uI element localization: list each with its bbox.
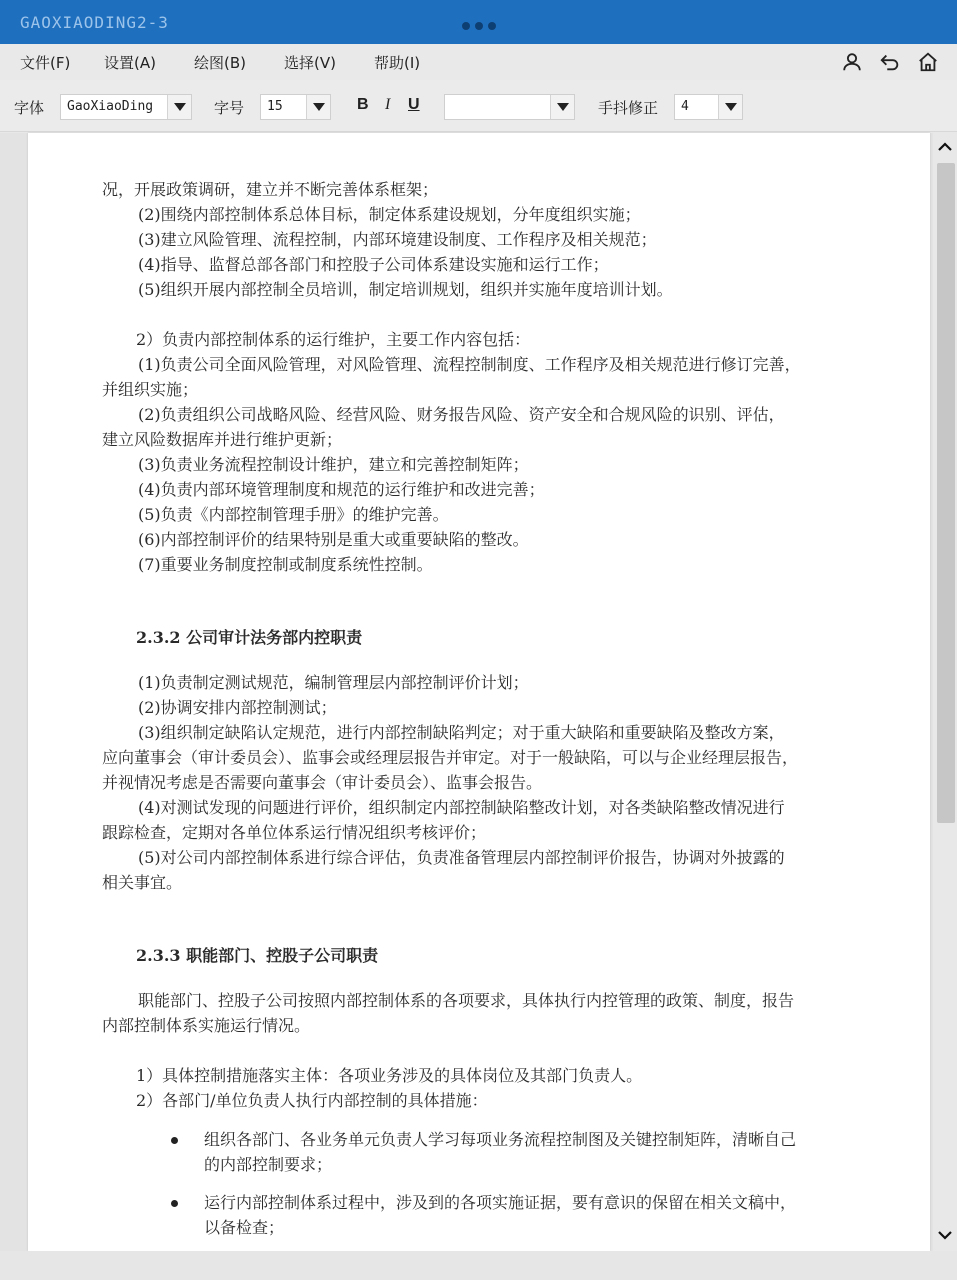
home-icon[interactable] xyxy=(917,51,939,73)
doc-line: (2)围绕内部控制体系总体目标，制定体系建设规划，分年度组织实施； xyxy=(138,205,641,224)
user-icon[interactable] xyxy=(841,51,863,73)
undo-icon[interactable] xyxy=(879,51,901,73)
doc-line: 跟踪检查，定期对各单位体系运行情况组织考核评价； xyxy=(102,823,487,842)
scroll-down-icon[interactable] xyxy=(937,1227,953,1243)
doc-line: 2）负责内部控制体系的运行维护，主要工作内容包括： xyxy=(136,330,531,349)
doc-line: 运行内部控制体系过程中，涉及到的各项实施证据，要有意识的保留在相关文稿中， xyxy=(204,1193,797,1212)
doc-line: 内部控制体系实施运行情况。 xyxy=(102,1016,311,1035)
size-select-value: 15 xyxy=(267,99,283,114)
menu-settings[interactable]: 设置(A) xyxy=(104,54,156,72)
doc-line: 建立风险数据库并进行维护更新； xyxy=(102,430,343,449)
doc-line: (7)重要业务制度控制或制度系统性控制。 xyxy=(138,555,433,574)
menu-help[interactable]: 帮助(I) xyxy=(374,54,421,72)
window-title: GAOXIAODING2-3 xyxy=(20,13,169,32)
doc-line: (1)负责制定测试规范，编制管理层内部控制评价计划； xyxy=(138,673,529,692)
italic-button[interactable]: I xyxy=(385,96,391,113)
font-label: 字体 xyxy=(14,99,45,117)
font-dropdown-icon[interactable] xyxy=(167,95,191,119)
more-options-icon[interactable] xyxy=(462,12,496,30)
bullet-icon xyxy=(171,1200,178,1207)
font-select[interactable] xyxy=(60,94,192,120)
menu-select[interactable]: 选择(V) xyxy=(284,54,336,72)
underline-button[interactable]: U xyxy=(408,96,420,113)
doc-line: (2)协调安排内部控制测试； xyxy=(138,698,337,717)
doc-line: (4)对测试发现的问题进行评价，组织制定内部控制缺陷整改计划，对各类缺陷整改情况进行 xyxy=(138,798,785,817)
doc-line: (3)负责业务流程控制设计维护，建立和完善控制矩阵； xyxy=(138,455,529,474)
document-page[interactable] xyxy=(28,133,930,1251)
tremor-dropdown-icon[interactable] xyxy=(718,95,742,119)
bottom-strip xyxy=(0,1251,957,1280)
doc-line: 组织各部门、各业务单元负责人学习每项业务流程控制图及关键控制矩阵，清晰自己 xyxy=(204,1130,797,1149)
doc-line: 1）具体控制措施落实主体：各项业务涉及的具体岗位及其部门负责人。 xyxy=(136,1066,643,1085)
format-toolbar xyxy=(0,80,957,132)
doc-line: (6)内部控制评价的结果特别是重大或重要缺陷的整改。 xyxy=(138,530,529,549)
doc-line: (4)负责内部环境管理制度和规范的运行维护和改进完善； xyxy=(138,480,545,499)
doc-line: 以备检查； xyxy=(204,1218,285,1237)
doc-line: (3)建立风险管理、流程控制，内部环境建设制度、工作程序及相关规范； xyxy=(138,230,657,249)
size-dropdown-icon[interactable] xyxy=(306,95,330,119)
title-bar xyxy=(0,0,957,44)
doc-line: (2)负责组织公司战略风险、经营风险、财务报告风险、资产安全和合规风险的识别、评估， xyxy=(138,405,785,424)
doc-line: 况，开展政策调研，建立并不断完善体系框架； xyxy=(102,180,439,199)
doc-line: 应向董事会（审计委员会）、监事会或经理层报告并审定。对于一般缺陷，可以与企业经理层报告， xyxy=(102,748,799,767)
font-select-value: GaoXiaoDing xyxy=(67,99,154,114)
section-heading: 2.3.2 公司审计法务部内控职责 xyxy=(136,628,363,647)
bold-button[interactable]: B xyxy=(357,96,369,113)
bullet-icon xyxy=(171,1137,178,1144)
menu-draw[interactable]: 绘图(B) xyxy=(194,54,246,72)
tremor-correction-value: 4 xyxy=(681,99,689,114)
doc-line: 2）各部门/单位负责人执行内部控制的具体措施： xyxy=(136,1091,488,1110)
size-select[interactable] xyxy=(260,94,331,120)
color-select[interactable] xyxy=(444,94,575,120)
doc-line: (5)负责《内部控制管理手册》的维护完善。 xyxy=(138,505,449,524)
doc-line: (1)负责公司全面风险管理，对风险管理、流程控制制度、工作程序及相关规范进行修订完善， xyxy=(138,355,801,374)
doc-line: 相关事宜。 xyxy=(102,873,183,892)
menu-bar xyxy=(0,44,957,80)
scroll-up-icon[interactable] xyxy=(937,139,953,155)
doc-line: (5)组织开展内部控制全员培训，制定培训规划，组织并实施年度培训计划。 xyxy=(138,280,673,299)
color-select-value xyxy=(445,95,550,119)
doc-line: 的内部控制要求； xyxy=(204,1155,333,1174)
menu-file[interactable]: 文件(F) xyxy=(20,54,71,72)
tremor-correction-label: 手抖修正 xyxy=(598,99,659,117)
doc-line: 职能部门、控股子公司按照内部控制体系的各项要求，具体执行内控管理的政策、制度，报告 xyxy=(138,991,795,1010)
scroll-thumb[interactable] xyxy=(937,163,955,823)
doc-line: (4)指导、监督总部各部门和控股子公司体系建设实施和运行工作； xyxy=(138,255,609,274)
vertical-scrollbar[interactable] xyxy=(933,133,957,1251)
doc-line: (3)组织制定缺陷认定规范，进行内部控制缺陷判定；对于重大缺陷和重要缺陷及整改方案， xyxy=(138,723,785,742)
doc-line: 并视情况考虑是否需要向董事会（审计委员会）、监事会报告。 xyxy=(102,773,543,792)
tremor-correction-select[interactable] xyxy=(674,94,743,120)
doc-line: (5)对公司内部控制体系进行综合评估，负责准备管理层内部控制评价报告，协调对外披露的 xyxy=(138,848,785,867)
document-area xyxy=(0,133,957,1280)
section-heading: 2.3.3 职能部门、控股子公司职责 xyxy=(136,946,379,965)
doc-line: 并组织实施； xyxy=(102,380,199,399)
color-dropdown-icon[interactable] xyxy=(550,95,574,119)
size-label: 字号 xyxy=(214,99,245,117)
